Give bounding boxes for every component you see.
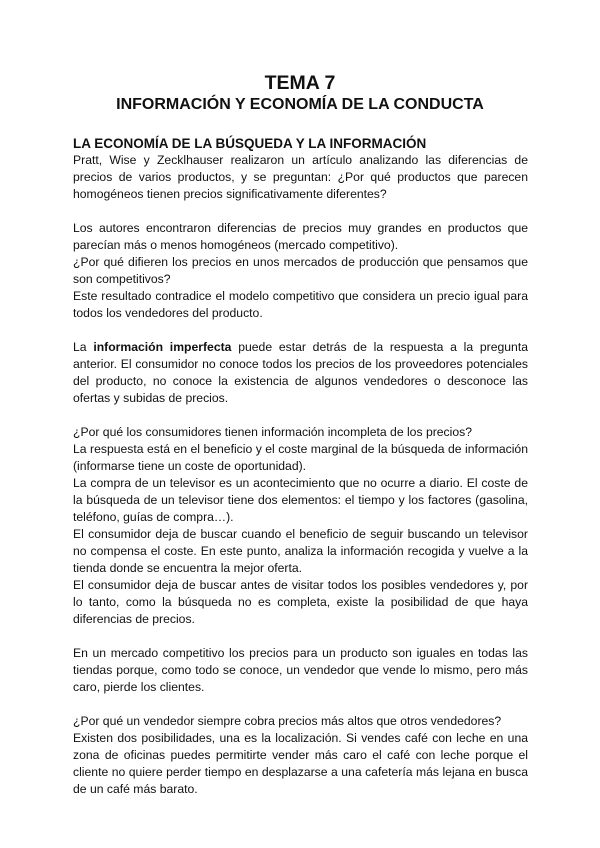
paragraph: Los autores encontraron diferencias de precios muy grandes en productos que parecían más o menos homogéneos (mercado competitivo). [73,221,528,252]
paragraph-rest: puede estar detrás de la respuesta a la pregunta anterior. El consumidor no conoce todos los precios de los proveedores potenciales del producto, no conoce la existencia de algunos vendedores o desconoce las ofertas y subidas de precios. [73,340,528,405]
paragraph: La compra de un televisor es un acontecimiento que no ocurre a diario. El coste de la búsqueda de un televisor tiene dos elementos: el tiempo y los factores (gasolina, teléfono, guías de compra…). [73,476,528,524]
page-title: TEMA 7 [264,72,336,94]
paragraph: ¿Por qué los consumidores tienen información incompleta de los precios? [73,425,473,439]
paragraph-spacer [73,696,528,713]
section-heading: LA ECONOMÍA DE LA BÚSQUEDA Y LA INFORMACIÓN [73,136,427,151]
bold-term: información imperfecta [93,340,232,354]
paragraph: Existen dos posibilidades, una es la localización. Si vendes café con leche en una zona de oficinas puedes permitirte vender más caro el café con leche porque el cliente no quiere perder tiempo en desplazarse a una cafetería más lejana en busca de un café más barato. [73,731,528,796]
paragraph: Este resultado contradice el modelo competitivo que considera un precio igual para todos los vendedores del producto. [73,289,528,320]
paragraph-imperfect-information [73,339,528,407]
paragraph-spacer [73,203,528,220]
paragraph: ¿Por qué un vendedor siempre cobra precios más altos que otros vendedores? [73,714,502,728]
paragraph: Pratt, Wise y Zecklhauser realizaron un artículo analizando las diferencias de precios de varios productos, y se preguntan: ¿Por qué productos que parecen homogéneos tienen precios significativamente diferentes? [73,153,528,201]
paragraph: El consumidor deja de buscar antes de visitar todos los posibles vendedores y, por lo tanto, como la búsqueda no es completa, existe la posibilidad de que haya diferencias de precios. [73,578,528,626]
paragraph-prefix: La [73,340,94,354]
paragraph: La respuesta está en el beneficio y el coste marginal de la búsqueda de información (informarse tiene un coste de oportunidad). [73,442,528,473]
page-subtitle: INFORMACIÓN Y ECONOMÍA DE LA CONDUCTA [116,96,484,113]
paragraph-spacer [73,628,528,645]
document-body [73,152,528,798]
paragraph-spacer [73,322,528,339]
paragraph: ¿Por qué difieren los precios en unos mercados de producción que pensamos que son competitivos? [73,255,528,286]
paragraph: El consumidor deja de buscar cuando el beneficio de seguir buscando un televisor no compensa el coste. En este punto, analiza la información recogida y vuelve a la tienda donde se encuentra la mejor oferta. [73,527,528,575]
paragraph-spacer [73,407,528,424]
paragraph: En un mercado competitivo los precios para un producto son iguales en todas las tiendas porque, como todo se conoce, un vendedor que vende lo mismo, pero más caro, pierde los clientes. [73,646,528,694]
